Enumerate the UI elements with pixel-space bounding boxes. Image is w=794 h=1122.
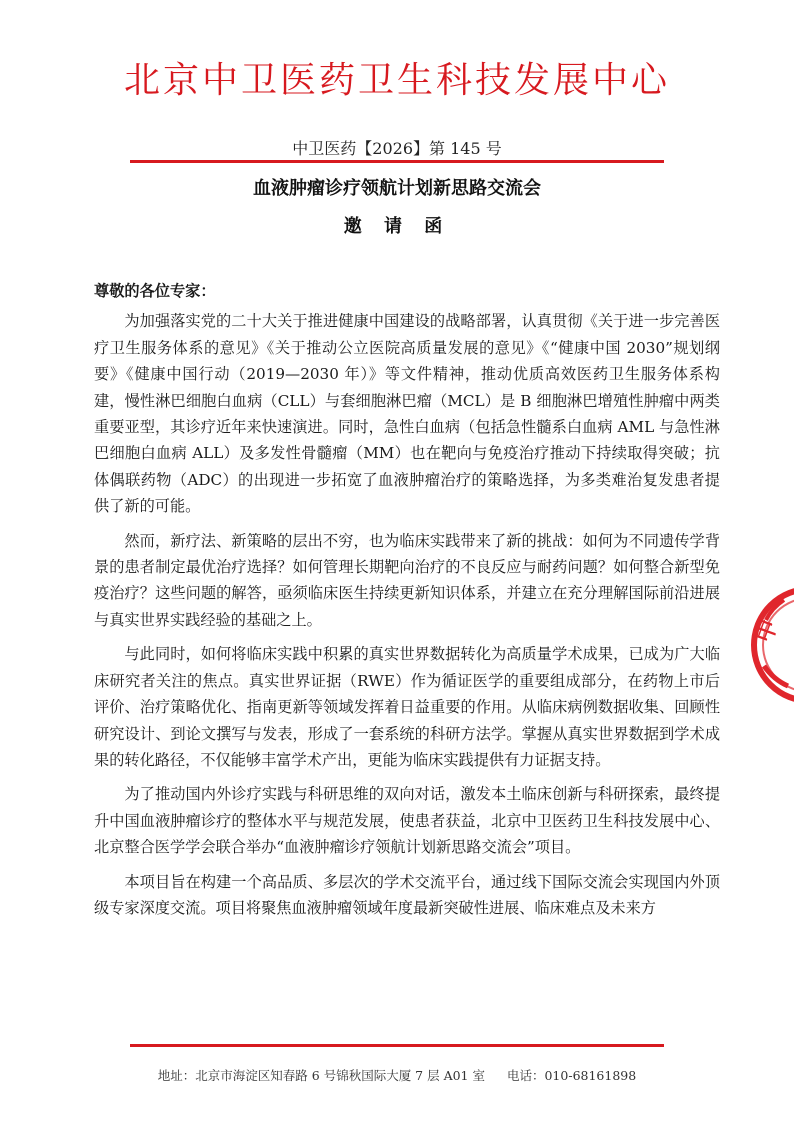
seal-text: 中 <box>752 616 784 647</box>
paragraph-organizers: 为了推动国内外诊疗实践与科研思维的双向对话，激发本土临床创新与科研探索，最终提升中国血液肿瘤诊疗的整体水平与规范发展，使患者获益，北京中卫医药卫生科技发展中心、北京整合医学学会联合举办“血液肿瘤诊疗领航计划新思路交流会”项目。 <box>94 785 720 857</box>
event-title: 血液肿瘤诊疗领航计划新思路交流会 <box>253 178 541 199</box>
footer-address: 地址：北京市海淀区知春路 6 号锦秋国际大厦 7 层 A01 室 <box>157 1068 485 1083</box>
paragraph-project-aim: 本项目旨在构建一个高品质、多层次的学术交流平台，通过线下国际交流会实现国内外顶级专家深度交流。项目将聚焦血液肿瘤领域年度最新突破性进展、临床难点及未来方 <box>94 872 720 917</box>
footer-divider <box>130 1044 664 1047</box>
document-number: 中卫医药【2026】第 145 号 <box>292 139 502 158</box>
organization-name: 北京中卫医药卫生科技发展中心 <box>123 60 670 101</box>
paragraph-intro: 为加强落实党的二十大关于推进健康中国建设的战略部署，认真贯彻《关于进一步完善医疗卫生服务体系的意见》《关于推动公立医院高质量发展的意见》《“健康中国 2030”规划纲要》《健康中国行动（2019—2030 年）》等文件精神，推动优质高效医药卫生服务体系构建，慢性淋巴细胞白血病（CLL）与套细胞淋巴瘤（MCL）是 B 细胞淋巴增殖性肿瘤中两类重要亚型，其诊疗近年来快速演进。同时，急性白血病（包括急性髓系白血病 AML 与急性淋巴细胞白血病 ALL）及多发性骨髓瘤（MM）也在靶向与免疫治疗推动下持续取得突破；抗体偶联药物（ADC）的出现进一步拓宽了血液肿瘤治疗的策略选择，为多类难治复发患者提供了新的可能。 <box>94 312 720 516</box>
footer-phone: 电话：010-68161898 <box>506 1068 637 1083</box>
footer-contact <box>0 1066 794 1084</box>
letter-type-heading: 邀 请 函 <box>343 216 451 237</box>
paragraph-real-world-evidence: 与此同时，如何将临床实践中积累的真实世界数据转化为高质量学术成果，已成为广大临床研究者关注的焦点。真实世界证据（RWE）作为循证医学的重要组成部分，在药物上市后评价、治疗策略优化、指南更新等领域发挥着日益重要的作用。从临床病例数据收集、回顾性研究设计、到论文撰写与发表，形成了一套系统的科研方法学。掌握从真实世界数据到学术成果的转化路径，不仅能够丰富学术产出，更能为临床实践提供有力证据支持。 <box>94 645 720 769</box>
salutation: 尊敬的各位专家： <box>94 282 216 300</box>
letter-body <box>94 278 720 929</box>
header-divider <box>130 160 664 163</box>
official-seal-stamp <box>752 570 794 720</box>
paragraph-challenges: 然而，新疗法、新策略的层出不穷，也为临床实践带来了新的挑战：如何为不同遗传学背景的患者制定最优治疗选择？如何管理长期靶向治疗的不良反应与耐药问题？如何整合新型免疫治疗？这些问题的解答，亟须临床医生持续更新知识体系，并建立在充分理解国际前沿进展与真实世界实践经验的基础之上。 <box>94 531 720 629</box>
